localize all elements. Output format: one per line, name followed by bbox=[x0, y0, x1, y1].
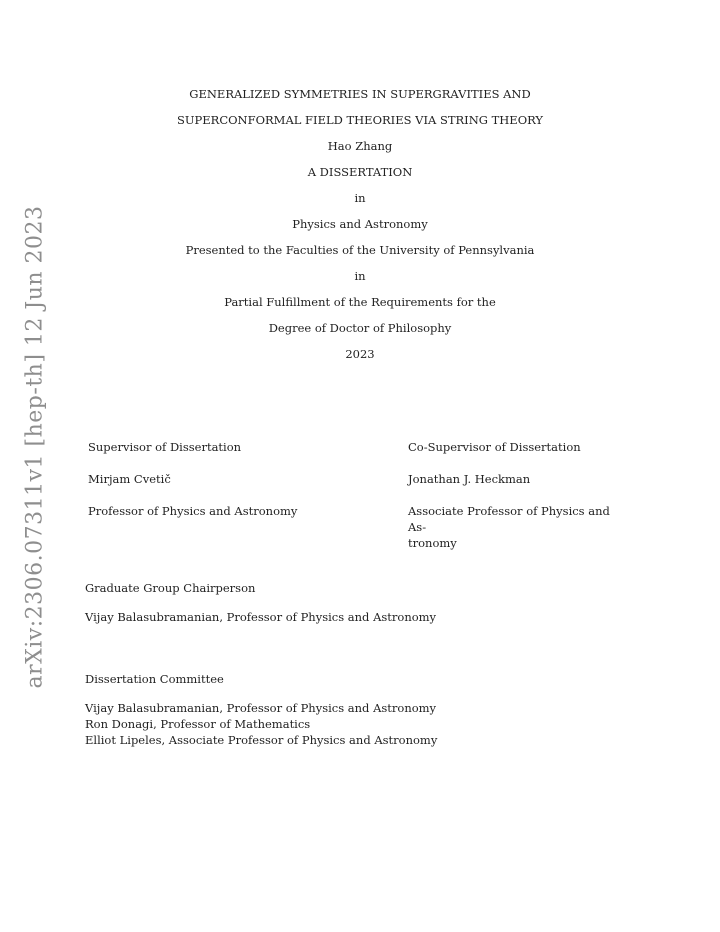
committee-block bbox=[85, 671, 605, 748]
in-text-2: in bbox=[354, 269, 366, 283]
co-supervisor-name: Jonathan J. Heckman bbox=[408, 472, 531, 486]
supervisor-name: Mirjam Cvetič bbox=[88, 472, 171, 486]
co-supervisor-title-line-2: tronomy bbox=[408, 536, 457, 550]
committee-member: Elliot Lipeles, Associate Professor of Physics and Astronomy bbox=[85, 733, 438, 747]
supervisor-block bbox=[88, 439, 348, 519]
author-name: Hao Zhang bbox=[327, 139, 393, 153]
committee-role: Dissertation Committee bbox=[85, 672, 224, 686]
degree-text: Degree of Doctor of Philosophy bbox=[268, 321, 452, 335]
supervisor-role: Supervisor of Dissertation bbox=[88, 440, 242, 454]
year: 2023 bbox=[345, 347, 375, 361]
committee-member: Ron Donagi, Professor of Mathematics bbox=[85, 717, 311, 731]
presented-to: Presented to the Faculties of the University of Pennsylvania bbox=[185, 243, 535, 257]
in-text-1: in bbox=[354, 191, 366, 205]
co-supervisor-title-line-1: Associate Professor of Physics and As- bbox=[408, 504, 610, 534]
co-supervisor-role: Co-Supervisor of Dissertation bbox=[408, 440, 581, 454]
committee-member: Vijay Balasubramanian, Professor of Physics and Astronomy bbox=[85, 701, 437, 715]
arxiv-identifier: arXiv:2306.07311v1 [hep-th] 12 Jun 2023 bbox=[22, 205, 48, 689]
co-supervisor-block bbox=[408, 439, 630, 551]
fulfillment-text: Partial Fulfillment of the Requirements for the bbox=[224, 295, 496, 309]
title-line-2: SUPERCONFORMAL FIELD THEORIES VIA STRING THEORY bbox=[176, 113, 544, 127]
title-line-1: GENERALIZED SYMMETRIES IN SUPERGRAVITIES AND bbox=[189, 87, 531, 101]
supervisor-title: Professor of Physics and Astronomy bbox=[88, 504, 298, 518]
title-block bbox=[0, 84, 720, 370]
chairperson-block bbox=[85, 580, 605, 625]
document-type: A DISSERTATION bbox=[307, 165, 413, 179]
chairperson-name: Vijay Balasubramanian, Professor of Physics and Astronomy bbox=[85, 610, 437, 624]
field-of-study: Physics and Astronomy bbox=[292, 217, 428, 231]
chairperson-role: Graduate Group Chairperson bbox=[85, 581, 256, 595]
